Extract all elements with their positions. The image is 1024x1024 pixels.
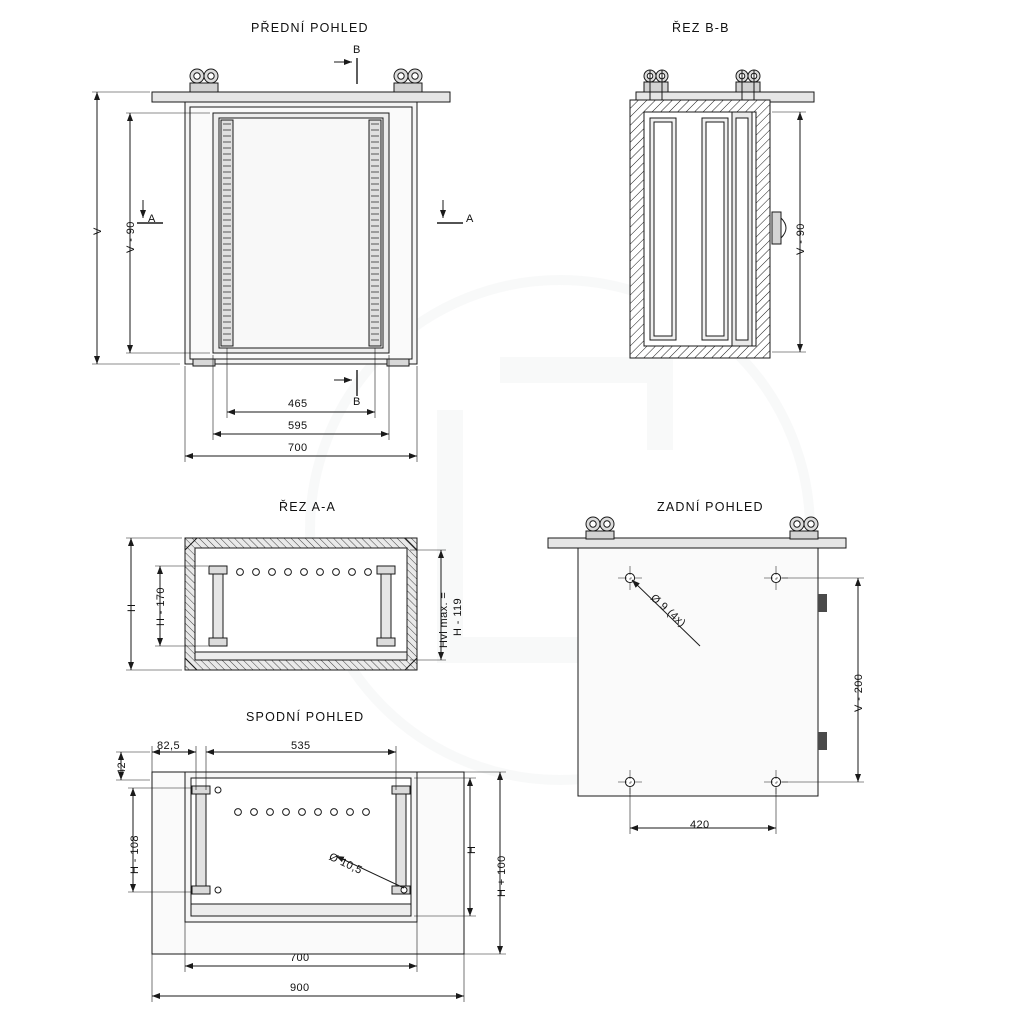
dim-front-v-90: V - 90 <box>125 221 137 253</box>
section-mark-a-left: A <box>148 213 156 225</box>
front-view-geometry <box>92 58 463 462</box>
view-title-section-bb: ŘEZ B-B <box>672 21 730 35</box>
section-bb-geometry <box>630 70 814 358</box>
dim-front-595: 595 <box>288 420 308 432</box>
note-rear-hole-diameter: Ø 9 (4x) <box>647 592 688 630</box>
dim-bottom-82-5: 82,5 <box>157 740 181 752</box>
dim-aa-h: H <box>126 603 138 612</box>
dim-rear-420: 420 <box>690 819 710 831</box>
section-mark-b-top: B <box>353 44 361 56</box>
section-mark-b-bottom: B <box>353 396 361 408</box>
view-title-rear: ZADNÍ POHLED <box>657 500 764 514</box>
dim-aa-h-119: H - 119 <box>452 597 464 636</box>
view-title-section-aa: ŘEZ A-A <box>279 500 337 514</box>
dim-bottom-900: 900 <box>290 982 310 994</box>
bottom-view-geometry <box>116 746 506 1002</box>
dim-front-465: 465 <box>288 398 308 410</box>
dim-bottom-h: H <box>466 845 478 854</box>
note-bottom-hole-diameter: Ø 10,5 <box>326 851 365 877</box>
dim-bottom-42: 42 <box>116 761 128 775</box>
dim-aa-hvl-max: Hvl max. = <box>438 591 450 648</box>
rear-view-geometry <box>548 517 864 834</box>
section-aa-geometry <box>126 538 446 670</box>
dim-rear-v-200: V - 200 <box>853 673 865 712</box>
dim-bottom-h-plus-100: H + 100 <box>496 855 508 897</box>
view-title-front: PŘEDNÍ POHLED <box>251 21 369 35</box>
dim-bottom-h-108: H - 108 <box>129 835 141 874</box>
section-mark-a-right: A <box>466 213 474 225</box>
view-title-bottom: SPODNÍ POHLED <box>246 710 365 724</box>
dim-aa-h-170: H - 170 <box>155 587 167 626</box>
dim-front-v: V <box>92 227 104 235</box>
dim-bb-v-90: V - 90 <box>795 223 807 255</box>
dim-front-700: 700 <box>288 442 308 454</box>
dim-bottom-535: 535 <box>291 740 311 752</box>
dim-bottom-700: 700 <box>290 952 310 964</box>
